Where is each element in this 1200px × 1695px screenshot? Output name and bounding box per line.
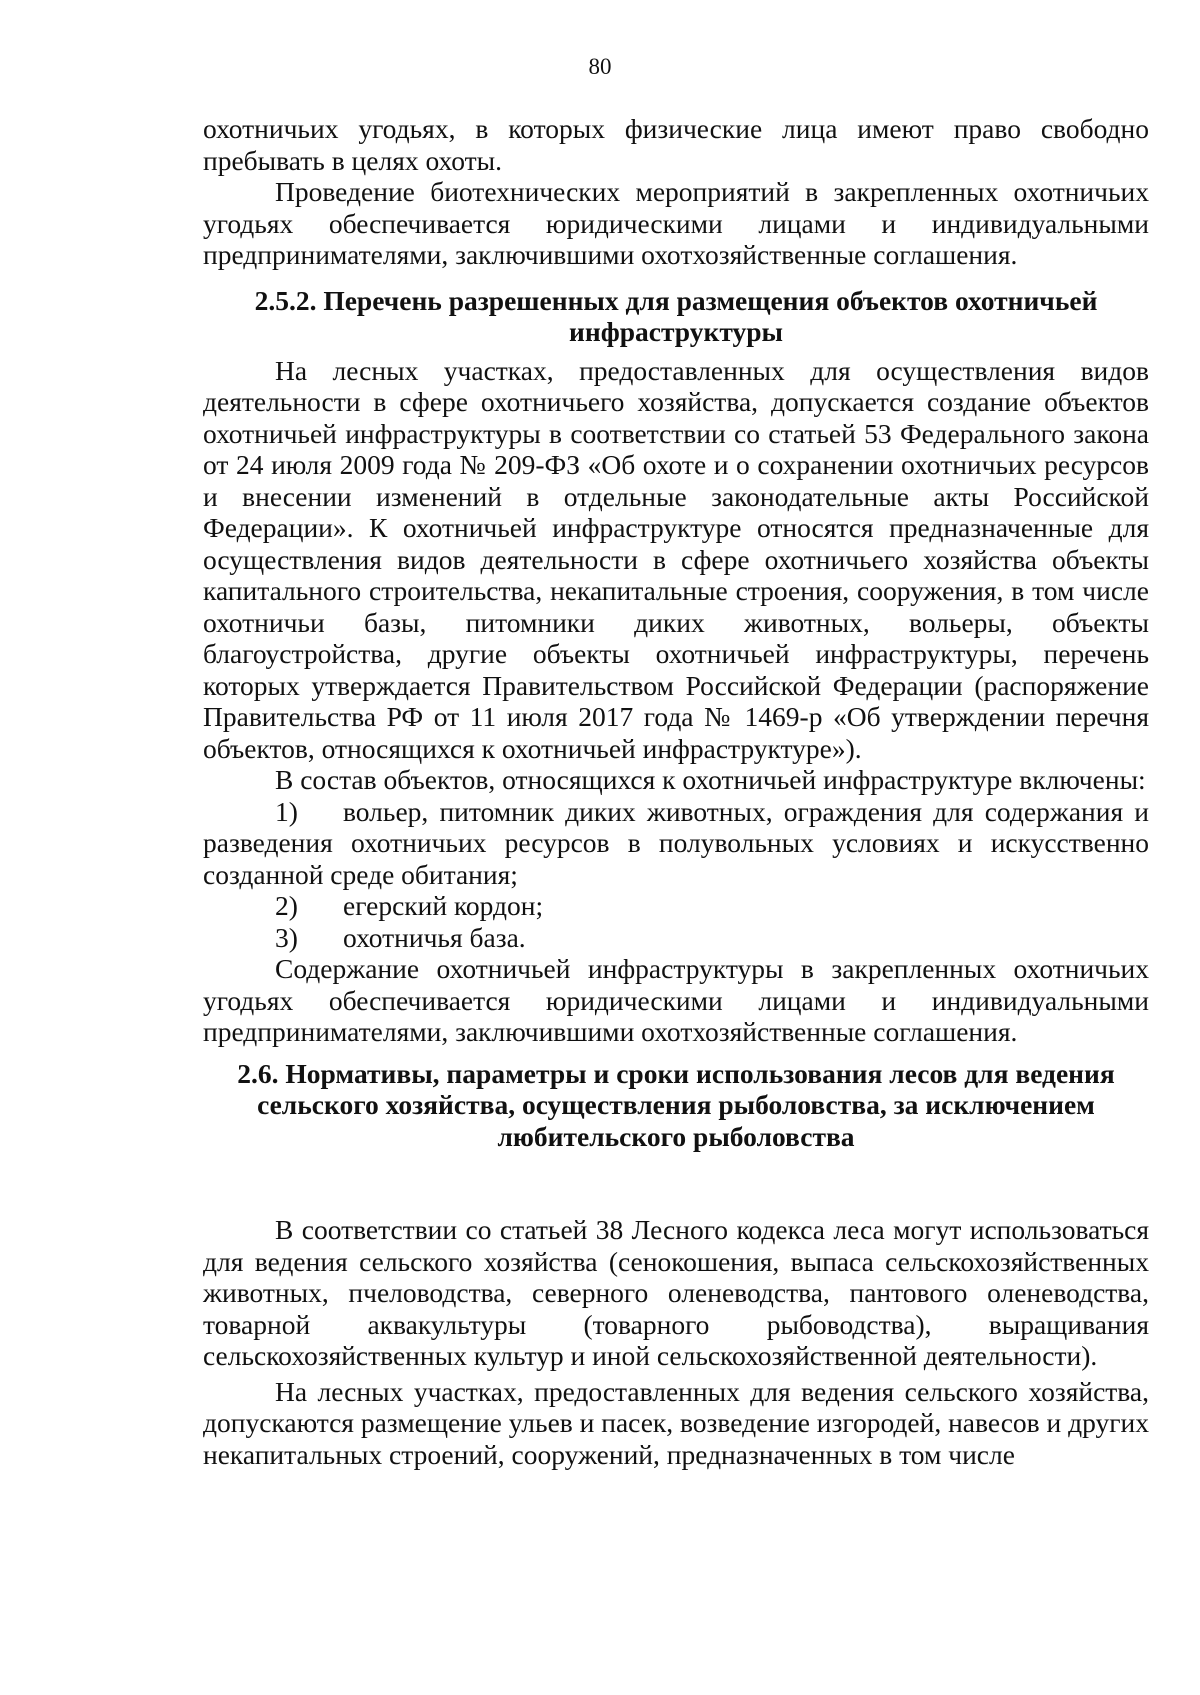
paragraph-infrastructure-composition: В состав объектов, относящихся к охотничьей инфраструктуре включены: <box>275 764 1146 795</box>
list-item-text: охотничья база. <box>343 921 526 953</box>
list-item-number: 3) <box>275 921 298 953</box>
section-heading-2-5-2: 2.5.2. Перечень разрешенных для размещения объектов охотничьей инфраструктуры <box>254 284 1098 347</box>
list-item-text: вольер, питомник диких животных, ограждения для содержания и разведения охотничьих ресурсов в полувольных условиях и искусственно созданной среде обитания; <box>203 795 1149 890</box>
paragraph-agriculture-plots: На лесных участках, предоставленных для ведения сельского хозяйства, допускаются размещение ульев и пасек, возведение изгородей, навесов и других некапитальных строений, сооружений, предназначенных в том числе <box>203 1375 1150 1470</box>
list-item <box>203 890 1149 922</box>
list-item <box>203 922 1149 954</box>
paragraph-continuation: охотничьих угодьях, в которых физические лица имеют право свободно пребывать в целях охоты. <box>203 113 1149 176</box>
document-body <box>203 113 1149 1470</box>
paragraph-agriculture-use: В соответствии со статьей 38 Лесного кодекса леса могут использоваться для ведения сельского хозяйства (сенокошения, выпаса сельскохозяйственных животных, пчеловодства, северного оленеводства, пантового оленеводства, товарной аквакультуры (товарного рыбоводства), выращивания сельскохозяйственных культур и иной сельскохозяйственной деятельности). <box>203 1214 1149 1371</box>
paragraph-infrastructure-maintenance: Содержание охотничьей инфраструктуры в закрепленных охотничьих угодьях обеспечивается юридическими лицами и индивидуальными предпринимателями, заключившими охотхозяйственные соглашения. <box>203 953 1149 1047</box>
list-item-number: 2) <box>275 890 298 921</box>
list-item <box>203 796 1149 891</box>
paragraph-infrastructure-objects: На лесных участках, предоставленных для осуществления видов деятельности в сфере охотничьего хозяйства, допускается создание объектов охотничьей инфраструктуры в соответствии со статьей 53 Федерального закона от 24 июля 2009 года № 209-ФЗ «Об охоте и о сохранении охотничьих ресурсов и внесении изменений в отдельные законодательные акты Российской Федерации». К охотничьей инфраструктуре относятся предназначенные для осуществления видов деятельности в сфере охотничьего хозяйства объекты капитального строительства, некапитальные строения, сооружения, в том числе охотничьи базы, питомники диких животных, вольеры, объекты благоустройства, другие объекты охотничьей инфраструктуры, перечень которых утверждается Правительством Российской Федерации (распоряжение Правительства РФ от 11 июля 2017 года № 1469-р «Об утверждении перечня объектов, относящихся к охотничьей инфраструктуре»). <box>203 354 1149 764</box>
paragraph-biotech-measures: Проведение биотехнических мероприятий в закрепленных охотничьих угодьях обеспечивается юридическими лицами и индивидуальными предпринимателями, заключившими охотхозяйственные соглашения. <box>203 176 1149 270</box>
list-item-text: егерский кордон; <box>343 890 544 921</box>
list-item-number: 1) <box>275 795 298 827</box>
section-heading-2-6: 2.6. Нормативы, параметры и сроки использования лесов для ведения сельского хозяйства, осуществления рыболовства, за исключением любительского рыболовства <box>237 1057 1115 1152</box>
page-number: 80 <box>588 54 612 79</box>
